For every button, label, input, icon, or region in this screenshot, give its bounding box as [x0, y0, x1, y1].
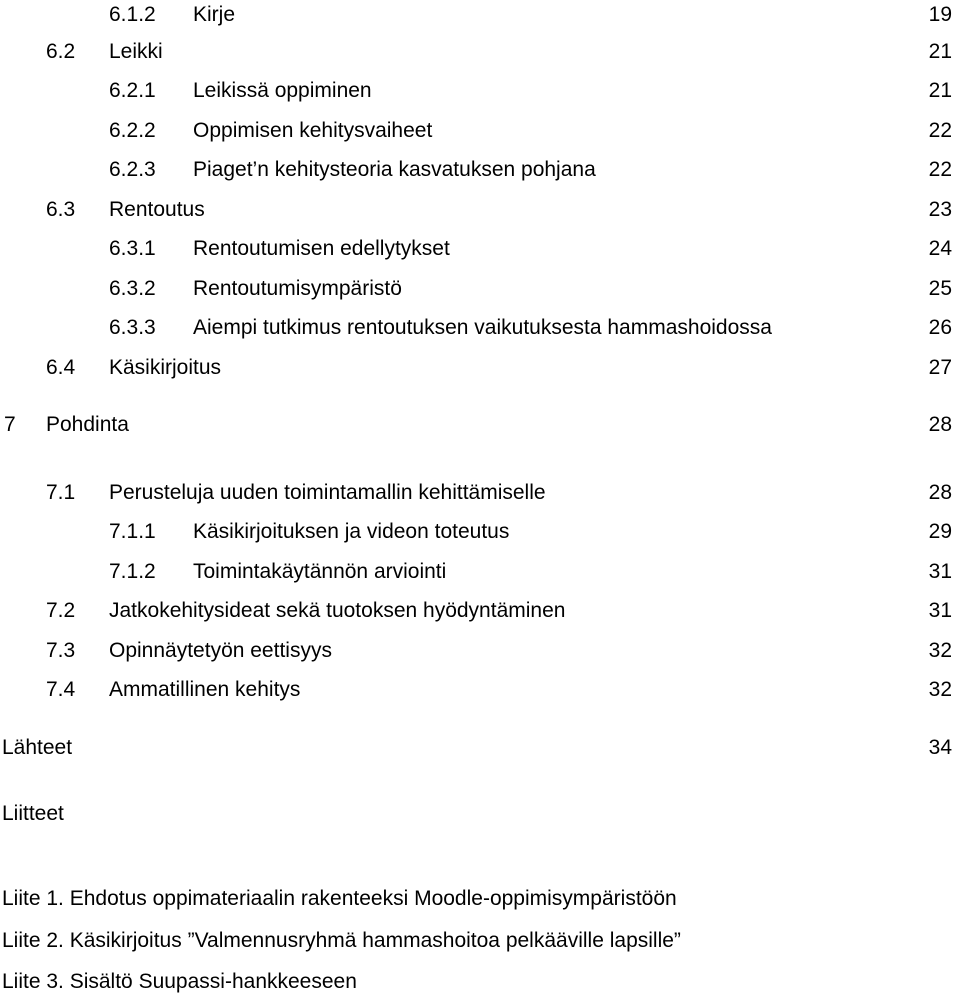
toc-entry-page: 34 — [928, 736, 952, 759]
toc-entry-page: 32 — [928, 639, 952, 662]
toc-entry-number: 7.1.2 — [109, 560, 156, 583]
toc-entry-title: Rentoutus — [109, 198, 205, 221]
toc-entry-page: 31 — [928, 560, 952, 583]
toc-entry[interactable] — [0, 675, 960, 705]
toc-entry[interactable] — [0, 353, 960, 383]
toc-entry-page: 28 — [928, 481, 952, 504]
toc-entry-title: Piaget’n kehitysteoria kasvatuksen pohjana — [193, 158, 596, 181]
toc-entry[interactable] — [0, 596, 960, 626]
toc-entry[interactable] — [0, 37, 960, 67]
toc-entry[interactable] — [0, 517, 960, 547]
toc-entry[interactable] — [0, 274, 960, 304]
toc-entry-title: Perusteluja uuden toimintamallin kehittämiselle — [109, 481, 546, 504]
toc-entry-title: Liitteet — [2, 802, 64, 825]
toc-entry-number: 6.1.2 — [109, 3, 156, 26]
toc-entry-number: 7.3 — [46, 639, 76, 662]
toc-entry[interactable] — [0, 0, 960, 30]
toc-entry-number: 7.1.1 — [109, 520, 156, 543]
toc-entry-number: 6.3.1 — [109, 237, 156, 260]
toc-entry-page: 32 — [928, 678, 952, 701]
toc-entry[interactable] — [0, 116, 960, 146]
toc-entry-number: 7.2 — [46, 599, 76, 622]
toc-entry[interactable] — [0, 557, 960, 587]
toc-entry-page: 22 — [928, 158, 952, 181]
toc-entry[interactable] — [0, 155, 960, 185]
toc-entry[interactable] — [0, 636, 960, 666]
toc-entry[interactable] — [0, 234, 960, 264]
toc-entry-number: 6.3.2 — [109, 277, 156, 300]
toc-entry[interactable] — [0, 313, 960, 343]
toc-entry-number: 6.2.1 — [109, 79, 156, 102]
toc-entry-title: Rentoutumisen edellytykset — [193, 237, 450, 260]
toc-entry-page: 28 — [928, 413, 952, 436]
toc-entry-page: 24 — [928, 237, 952, 260]
toc-entry-title: Aiempi tutkimus rentoutuksen vaikutuksesta hammashoidossa — [193, 316, 772, 339]
appendix-item — [0, 884, 960, 914]
appendix-item — [0, 926, 960, 956]
toc-chapter[interactable] — [0, 733, 960, 763]
toc-entry-page: 21 — [928, 79, 952, 102]
toc-entry-title: Leikissä oppiminen — [193, 79, 372, 102]
toc-entry-title: Ammatillinen kehitys — [109, 678, 301, 701]
toc-entry-number: 7.1 — [46, 481, 76, 504]
toc-entry-number: 6.2.2 — [109, 119, 156, 142]
toc-entry-title: Pohdinta — [46, 413, 129, 436]
toc-entry-page: 22 — [928, 119, 952, 142]
toc-entry-title: Opinnäytetyön eettisyys — [109, 639, 332, 662]
toc-entry-title: Käsikirjoituksen ja videon toteutus — [193, 520, 510, 543]
toc-entry-page: 27 — [928, 356, 952, 379]
toc-entry[interactable] — [0, 195, 960, 225]
toc-entry-page: 26 — [928, 316, 952, 339]
toc-entry[interactable] — [0, 76, 960, 106]
toc-entry-title: Oppimisen kehitysvaiheet — [193, 119, 433, 142]
toc-entry-number: 6.2.3 — [109, 158, 156, 181]
toc-entry-title: Lähteet — [2, 736, 73, 759]
toc-entry-number: 6.4 — [46, 356, 76, 379]
toc-entry-title: Kirje — [193, 3, 236, 26]
appendix-text: Liite 3. Sisältö Suupassi-hankkeeseen — [2, 970, 357, 993]
toc-entry-page: 25 — [928, 277, 952, 300]
toc-entry-page: 31 — [928, 599, 952, 622]
toc-entry-title: Käsikirjoitus — [109, 356, 222, 379]
toc-entry[interactable] — [0, 478, 960, 508]
toc-entry-page: 29 — [928, 520, 952, 543]
toc-entry-number: 6.2 — [46, 40, 76, 63]
toc-chapter[interactable] — [0, 410, 960, 440]
toc-entry-number: 7.4 — [46, 678, 76, 701]
appendix-text: Liite 1. Ehdotus oppimateriaalin rakenteeksi Moodle-oppimisympäristöön — [2, 887, 677, 910]
toc-entry-page: 23 — [928, 198, 952, 221]
toc-entry-number: 7 — [4, 413, 16, 436]
toc-entry-title: Rentoutumisympäristö — [193, 277, 402, 300]
toc-entry-page: 19 — [928, 3, 952, 26]
appendix-item — [0, 967, 960, 997]
toc-entry-number: 6.3.3 — [109, 316, 156, 339]
toc-entry-title: Toimintakäytännön arviointi — [193, 560, 447, 583]
toc-chapter[interactable] — [0, 799, 960, 829]
appendix-text: Liite 2. Käsikirjoitus ”Valmennusryhmä hammashoitoa pelkääville lapsille” — [2, 929, 681, 952]
toc-entry-title: Jatkokehitysideat sekä tuotoksen hyödyntäminen — [109, 599, 566, 622]
toc-entry-title: Leikki — [109, 40, 163, 63]
toc-entry-page: 21 — [928, 40, 952, 63]
toc-entry-number: 6.3 — [46, 198, 76, 221]
